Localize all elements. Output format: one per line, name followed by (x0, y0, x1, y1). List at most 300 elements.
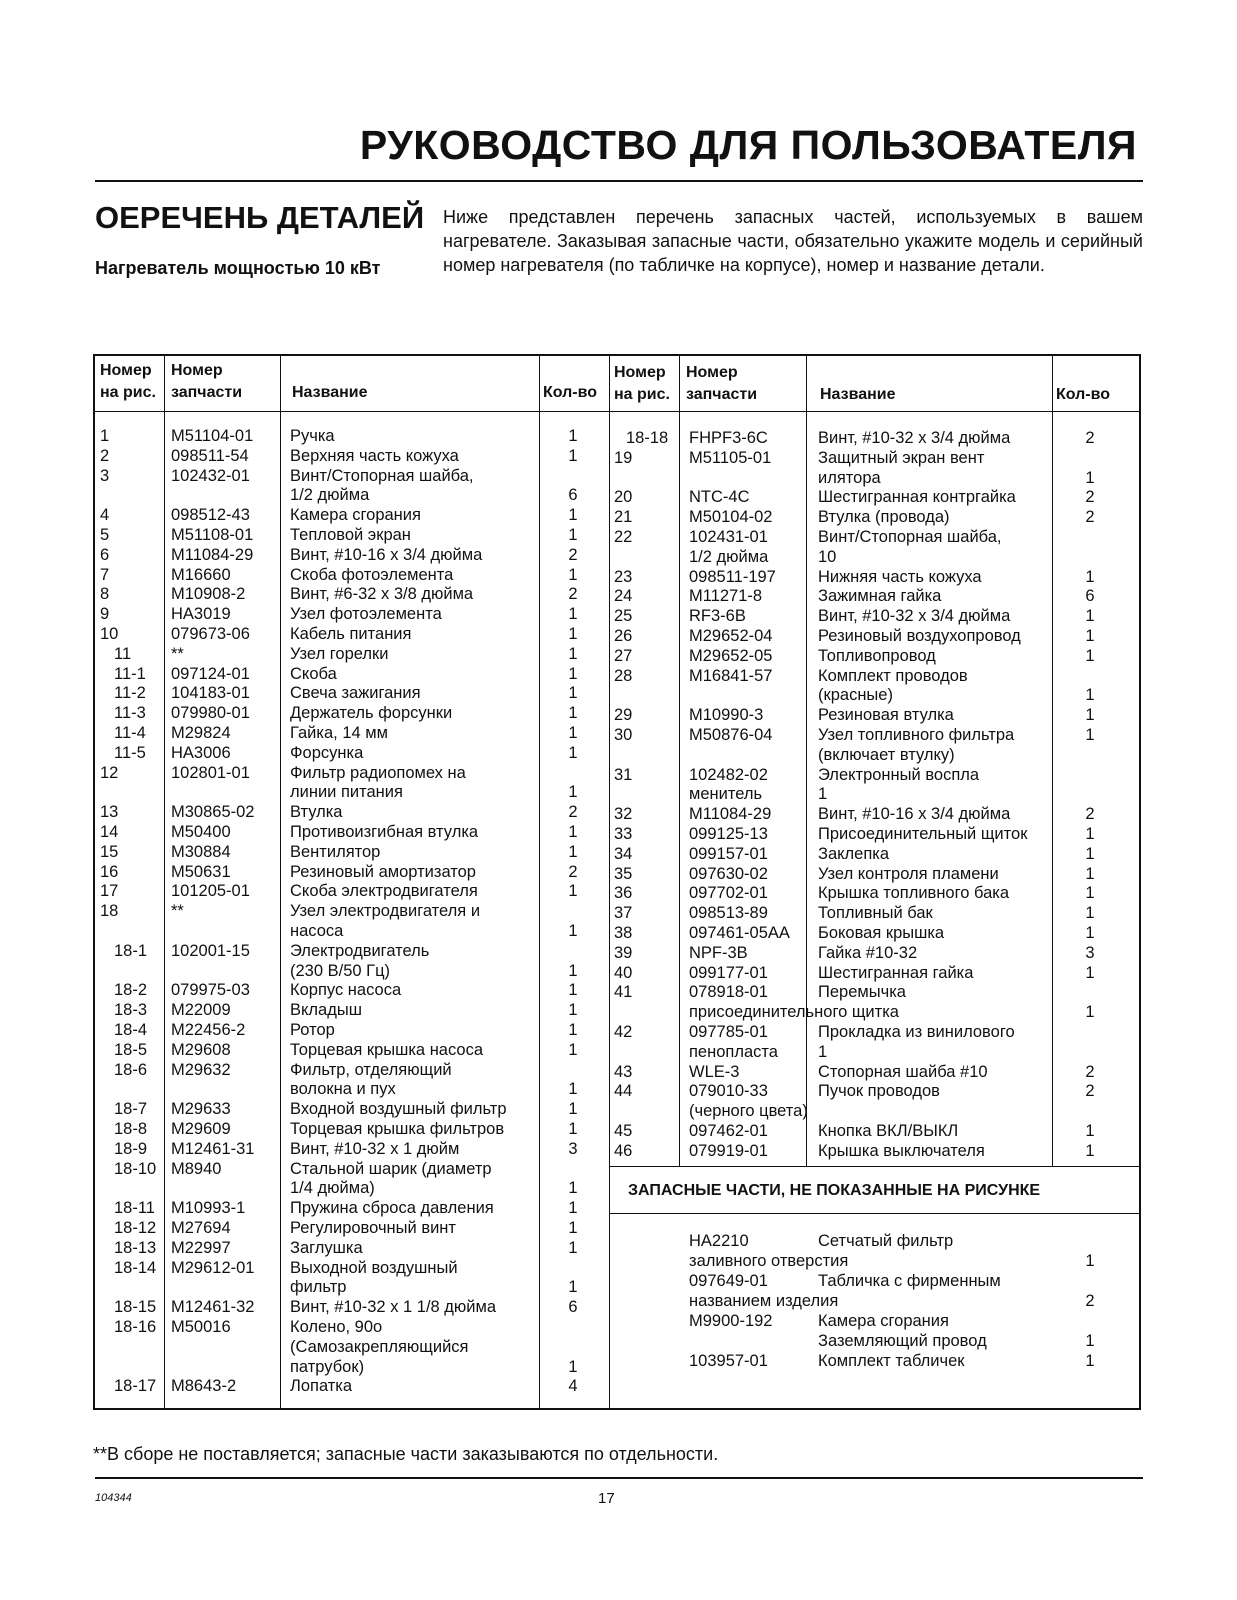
part-num-cell: 102001-15 (171, 941, 250, 960)
part-num-cell: M51104-01 (171, 427, 254, 445)
qty-cell: 2 (1085, 508, 1095, 527)
part-name-cell: Втулка (290, 803, 343, 822)
part-num-cell: M29652-05 (689, 646, 773, 665)
qty-cell: 1 (568, 1357, 578, 1376)
qty-cell: 1 (568, 823, 578, 841)
part-name-cell: Комплект проводов (818, 666, 968, 685)
part-num-cell: M50631 (171, 862, 231, 881)
qty-cell: 1 (568, 565, 578, 584)
qty-cell: 2 (1085, 429, 1095, 447)
part-num-cell: M29652-04 (689, 627, 773, 645)
part-name-cell: Защитный экран вент (818, 448, 985, 467)
qty-cell: 1 (568, 961, 578, 980)
part-name-cell: Пучок проводов (818, 1082, 940, 1101)
part-name-cell: илятора (818, 468, 881, 487)
part-name-cell: Крышка топливного бака (818, 884, 1010, 903)
fig-num-cell: 36 (614, 884, 633, 903)
part-name-cell: Винт/Стопорная шайба, (818, 528, 1002, 546)
qty-cell: 2 (568, 803, 578, 822)
fig-num-cell: 18-15 (114, 1298, 157, 1317)
part-num-cell: 097630-02 (689, 864, 768, 883)
part-num-cell: M22997 (171, 1238, 231, 1257)
fig-num-cell: 34 (614, 844, 633, 863)
part-name-cell: (красные) (818, 686, 893, 705)
qty-cell: 1 (1085, 567, 1095, 586)
qty-cell: 1 (1085, 1122, 1095, 1140)
qty-cell: 1 (1085, 904, 1095, 923)
part-name-cell: Ручка (290, 427, 335, 445)
part-name-cell: Втулка (провода) (818, 508, 950, 527)
part-num-cell: (черного цвета) (689, 1102, 808, 1121)
part-name-cell: 1 (818, 1042, 828, 1061)
fig-num-cell: 18-5 (114, 1040, 148, 1059)
part-num-cell: 102431-01 (689, 528, 768, 546)
fig-num-cell: 18-4 (114, 1021, 148, 1039)
qty-cell: 1 (568, 1199, 578, 1218)
part-num-cell: пенопласта (689, 1042, 778, 1061)
header-qty: Кол-во (1056, 386, 1111, 403)
part-num-cell: RF3-6B (689, 607, 746, 626)
part-name-cell: Винт, #10-32 x 3/4 дюйма (818, 429, 1011, 447)
part-name-cell: Стопорная шайба #10 (818, 1062, 988, 1081)
part-name-cell: Узел электродвигателя и (290, 902, 481, 921)
part-name-cell: патрубок) (290, 1357, 365, 1376)
qty-cell: 1 (568, 1238, 578, 1257)
qty-cell: 1 (568, 1278, 578, 1297)
fig-num-cell: 35 (614, 864, 633, 883)
part-name-cell: Тепловой экран (290, 526, 411, 544)
part-num-cell: заливного отверстия (689, 1252, 849, 1270)
fig-num-cell: 37 (614, 904, 633, 923)
fig-num-cell: 44 (614, 1082, 633, 1101)
part-num-cell: ** (171, 902, 184, 921)
parts-table (93, 354, 1141, 1410)
part-name-cell: Электронный воспла (818, 765, 980, 784)
qty-cell: 1 (568, 743, 578, 762)
column-divider (164, 356, 165, 1408)
part-num-cell: названием изделия (689, 1292, 839, 1310)
not-shown-title: ЗАПАСНЫЕ ЧАСТИ, НЕ ПОКАЗАННЫЕ НА РИСУНКЕ (628, 1182, 1041, 1199)
part-name-cell: Заземляющий провод (818, 1332, 987, 1350)
part-num-cell: M8643-2 (171, 1377, 237, 1396)
fig-num-cell: 18-12 (114, 1219, 157, 1237)
fig-num-cell: 33 (614, 825, 633, 843)
qty-cell: 1 (568, 605, 578, 624)
qty-cell: 2 (1085, 805, 1095, 824)
part-num-cell: HA3006 (171, 743, 231, 762)
fig-num-cell: 22 (614, 528, 633, 546)
fig-num-cell: 9 (100, 605, 110, 624)
part-name-cell: Узел горелки (290, 644, 389, 663)
part-num-cell: 097124-01 (171, 664, 250, 683)
header-fig-num: Номер на рис. (100, 362, 156, 401)
header-row-divider (95, 411, 1139, 412)
part-num-cell: HA2210 (689, 1232, 749, 1250)
page-number: 17 (598, 1490, 615, 1507)
part-num-cell: M16841-57 (689, 666, 773, 685)
part-name-cell: фильтр (290, 1278, 347, 1297)
column-divider (280, 356, 281, 1408)
part-num-cell: присоединительного щитка (689, 1003, 899, 1022)
fig-num-cell: 23 (614, 567, 633, 586)
fig-num-cell: 11-1 (114, 664, 146, 683)
section-divider (609, 1166, 1139, 1167)
footer-divider (95, 1477, 1143, 1479)
part-name-cell: Скоба электродвигателя (290, 882, 478, 901)
header-part-num: Номер запчасти (686, 364, 758, 403)
qty-cell: 1 (568, 427, 578, 445)
part-name-cell: волокна и пух (290, 1080, 396, 1099)
part-name-cell: Торцевая крышка насоса (290, 1040, 484, 1059)
part-name-cell: Противоизгибная втулка (290, 823, 479, 841)
part-num-cell: M11084-29 (689, 805, 772, 824)
qty-cell: 1 (1085, 1352, 1095, 1370)
part-name-cell: 1/2 дюйма (290, 486, 370, 505)
qty-cell: 2 (1085, 1082, 1095, 1101)
part-name-cell: Винт, #10-32 x 3/4 дюйма (818, 607, 1011, 626)
part-name-cell: Винт, #10-16 x 3/4 дюйма (290, 545, 483, 564)
footnote: **В сборе не поставляется; запасные части заказываются по отдельности. (93, 1444, 719, 1464)
fig-num-cell: 18-16 (114, 1318, 157, 1336)
fig-num-cell: 7 (100, 565, 110, 584)
part-name-cell: Узел фотоэлемента (290, 605, 442, 624)
part-name-cell: 10 (818, 547, 837, 566)
header-name: Название (292, 384, 368, 401)
fig-num-cell: 41 (614, 983, 633, 1002)
fig-num-cell: 18-11 (114, 1199, 155, 1218)
part-name-cell: Сетчатый фильтр (818, 1232, 954, 1250)
part-num-cell: 104183-01 (171, 684, 250, 703)
qty-cell: 3 (568, 1139, 578, 1158)
header-qty: Кол-во (543, 384, 598, 401)
qty-cell: 2 (568, 545, 578, 564)
part-num-cell: M11084-29 (171, 545, 254, 564)
part-name-cell: Скоба фотоэлемента (290, 565, 454, 584)
part-name-cell: Винт/Стопорная шайба, (290, 466, 474, 485)
part-num-cell: 103957-01 (689, 1352, 768, 1370)
fig-num-cell: 18-18 (626, 429, 669, 447)
part-name-cell: Прокладка из винилового (818, 1023, 1015, 1041)
fig-num-cell: 18-13 (114, 1238, 157, 1257)
fig-num-cell: 8 (100, 585, 110, 604)
part-num-cell: M29608 (171, 1040, 231, 1059)
qty-cell: 1 (568, 783, 578, 802)
part-num-cell: M27694 (171, 1219, 231, 1237)
part-name-cell: Торцевая крышка фильтров (290, 1120, 505, 1138)
part-num-cell: 097461-05AA (689, 924, 790, 942)
part-num-cell: NTC-4C (689, 488, 750, 507)
fig-num-cell: 39 (614, 943, 633, 962)
qty-cell: 6 (568, 486, 578, 505)
part-num-cell: M50400 (171, 823, 231, 841)
part-name-cell: (230 В/50 Гц) (290, 961, 391, 980)
fig-num-cell: 18-17 (114, 1377, 157, 1396)
part-num-cell: M50016 (171, 1318, 231, 1336)
fig-num-cell: 19 (614, 448, 633, 467)
part-num-cell: M10990-3 (689, 706, 764, 725)
fig-num-cell: 25 (614, 607, 633, 626)
intro-paragraph: Ниже представлен перечень запасных частей, используемых в вашем нагревателе. Заказывая запасные части, обязательно укажите модель и серийный номер нагревателя (по табличке на корпусе), номер и название детали. (443, 207, 1143, 275)
fig-num-cell: 18-8 (114, 1120, 148, 1138)
fig-num-cell: 11 (114, 644, 132, 663)
part-name-cell: линии питания (290, 783, 403, 802)
part-name-cell: Шестигранная гайка (818, 963, 974, 982)
part-name-cell: Топливный бак (818, 904, 933, 923)
part-num-cell: M9900-192 (689, 1312, 773, 1330)
fig-num-cell: 27 (614, 646, 633, 665)
part-num-cell: 098511-54 (171, 446, 249, 465)
part-name-cell: Узел контроля пламени (818, 864, 999, 883)
part-name-cell: Камера сгорания (818, 1312, 949, 1330)
fig-num-cell: 28 (614, 666, 633, 685)
part-name-cell: Крышка выключателя (818, 1141, 985, 1160)
qty-cell: 1 (568, 1100, 578, 1119)
part-name-cell: Шестигранная контргайка (818, 488, 1016, 507)
part-num-cell: 097702-01 (689, 884, 768, 903)
part-name-cell: Регулировочный винт (290, 1219, 456, 1237)
part-name-cell: (включает втулку) (818, 745, 955, 764)
part-num-cell: 1/2 дюйма (689, 547, 769, 566)
part-name-cell: Табличка с фирменным (818, 1272, 1001, 1290)
qty-cell: 1 (1085, 1003, 1095, 1022)
fig-num-cell: 30 (614, 726, 633, 744)
part-name-cell: Скоба (290, 664, 337, 683)
part-name-cell: Гайка, 14 мм (290, 724, 388, 742)
fig-num-cell: 24 (614, 587, 633, 606)
qty-cell: 1 (1085, 864, 1095, 883)
qty-cell: 1 (568, 526, 578, 544)
fig-num-cell: 20 (614, 488, 633, 507)
part-name-cell: (Самозакрепляющийся (290, 1337, 469, 1356)
part-num-cell: M50104-02 (689, 508, 773, 527)
fig-num-cell: 4 (100, 506, 110, 525)
fig-num-cell: 29 (614, 706, 633, 725)
qty-cell: 1 (1085, 963, 1095, 982)
part-name-cell: Винт, #10-32 x 1 1/8 дюйма (290, 1298, 497, 1317)
qty-cell: 1 (568, 644, 578, 663)
column-divider (679, 356, 680, 1166)
part-name-cell: 1/4 дюйма) (290, 1179, 375, 1198)
page-title: РУКОВОДСТВО ДЛЯ ПОЛЬЗОВАТЕЛЯ (359, 122, 1137, 168)
qty-cell: 1 (1085, 1141, 1095, 1160)
part-name-cell: Ротор (290, 1021, 335, 1039)
part-name-cell: Винт, #10-16 x 3/4 дюйма (818, 805, 1011, 824)
part-name-cell: Резиновый воздухопровод (818, 627, 1021, 645)
qty-cell: 1 (1085, 1252, 1095, 1270)
qty-cell: 2 (1085, 1292, 1095, 1310)
column-divider (1052, 356, 1053, 1166)
part-name-cell: Гайка #10-32 (818, 943, 918, 962)
part-name-cell: Свеча зажигания (290, 684, 421, 703)
part-name-cell: Винт, #10-32 x 1 дюйм (290, 1139, 460, 1158)
part-name-cell: насоса (290, 922, 344, 940)
fig-num-cell: 15 (100, 842, 119, 861)
fig-num-cell: 31 (614, 765, 633, 784)
qty-cell: 1 (1085, 468, 1095, 487)
part-num-cell: 102432-01 (171, 466, 250, 485)
fig-num-cell: 18-7 (114, 1100, 148, 1119)
part-num-cell: 101205-01 (171, 882, 250, 901)
fig-num-cell: 11-2 (114, 684, 146, 703)
part-num-cell: M22456-2 (171, 1021, 246, 1039)
fig-num-cell: 38 (614, 924, 633, 942)
part-name-cell: Выходной воздушный (290, 1258, 458, 1277)
qty-cell: 1 (1085, 844, 1095, 863)
qty-cell: 1 (568, 724, 578, 742)
part-name-cell: Кабель питания (290, 625, 412, 643)
fig-num-cell: 13 (100, 803, 119, 822)
part-name-cell: Кнопка ВКЛ/ВЫКЛ (818, 1122, 959, 1140)
part-num-cell: M10908-2 (171, 585, 246, 604)
fig-num-cell: 5 (100, 526, 110, 544)
fig-num-cell: 11-5 (114, 743, 146, 762)
part-num-cell: 099157-01 (689, 844, 768, 863)
part-num-cell: NPF-3B (689, 943, 748, 962)
part-num-cell: M10993-1 (171, 1199, 246, 1218)
fig-num-cell: 18-14 (114, 1258, 157, 1277)
part-name-cell: Нижняя часть кожуха (818, 567, 982, 586)
part-name-cell: Держатель форсунки (290, 704, 453, 723)
part-num-cell: M16660 (171, 565, 231, 584)
qty-cell: 6 (568, 1298, 578, 1317)
part-name-cell: Вкладыш (290, 1001, 362, 1020)
part-num-cell: 097785-01 (689, 1023, 768, 1041)
qty-cell: 1 (1085, 1332, 1095, 1350)
part-name-cell: Камера сгорания (290, 506, 421, 525)
part-num-cell: M29632 (171, 1060, 231, 1079)
qty-cell: 2 (1085, 1062, 1095, 1081)
part-num-cell: менитель (689, 785, 763, 804)
part-num-cell: FHPF3-6C (689, 429, 768, 447)
fig-num-cell: 45 (614, 1122, 633, 1140)
fig-num-cell: 6 (100, 545, 110, 564)
part-name-cell: Пружина сброса давления (290, 1199, 494, 1218)
part-name-cell: Узел топливного фильтра (818, 726, 1015, 744)
fig-num-cell: 14 (100, 823, 119, 841)
part-num-cell: M30884 (171, 842, 231, 861)
header-name: Название (820, 386, 896, 403)
part-name-cell: Заклепка (818, 844, 890, 863)
qty-cell: 1 (1085, 686, 1095, 705)
part-num-cell: 079010-33 (689, 1082, 768, 1101)
part-num-cell: M50876-04 (689, 726, 773, 744)
part-num-cell: 097462-01 (689, 1122, 768, 1140)
part-num-cell: M11271-8 (689, 587, 763, 606)
part-name-cell: Колено, 90о (290, 1318, 383, 1336)
part-name-cell: Зажимная гайка (818, 587, 942, 606)
qty-cell: 1 (568, 506, 578, 525)
table-center-divider (609, 356, 610, 1408)
part-name-cell: Резиновая втулка (818, 706, 954, 725)
qty-cell: 1 (1085, 726, 1095, 744)
fig-num-cell: 43 (614, 1062, 633, 1081)
qty-cell: 1 (568, 1219, 578, 1237)
part-num-cell: 098511-197 (689, 567, 776, 586)
part-num-cell: 078918-01 (689, 983, 768, 1002)
qty-cell: 1 (568, 1021, 578, 1039)
part-num-cell: 097649-01 (689, 1272, 768, 1290)
part-num-cell: M29609 (171, 1120, 231, 1138)
part-num-cell: 079975-03 (171, 981, 250, 1000)
qty-cell: 1 (568, 1120, 578, 1138)
part-name-cell: Перемычка (818, 983, 906, 1002)
part-name-cell: Корпус насоса (290, 981, 402, 1000)
qty-cell: 3 (1085, 943, 1095, 962)
part-num-cell: M51105-01 (689, 448, 772, 467)
part-num-cell: M22009 (171, 1001, 231, 1020)
part-name-cell: Верхняя часть кожуха (290, 446, 459, 465)
column-divider (539, 356, 540, 1408)
fig-num-cell: 40 (614, 963, 633, 982)
part-name-cell: Вентилятор (290, 842, 381, 861)
part-name-cell: Фильтр радиопомех на (290, 763, 466, 782)
section-title: ОЕРЕЧЕНЬ ДЕТАЛЕЙ (95, 200, 425, 235)
doc-number: 104344 (95, 1492, 132, 1504)
part-name-cell: Присоединительный щиток (818, 825, 1028, 843)
header-fig-num: Номер на рис. (614, 364, 670, 403)
fig-num-cell: 11-4 (114, 724, 146, 742)
part-num-cell: M12461-31 (171, 1139, 255, 1158)
part-num-cell: 098513-89 (689, 904, 768, 923)
part-num-cell: 102482-02 (689, 765, 768, 784)
part-name-cell: Электродвигатель (290, 941, 430, 960)
part-num-cell: M12461-32 (171, 1298, 255, 1317)
part-name-cell: Фильтр, отделяющий (290, 1060, 452, 1079)
qty-cell: 1 (1085, 646, 1095, 665)
column-divider (806, 356, 807, 1166)
header-part-num: Номер запчасти (171, 362, 243, 401)
fig-num-cell: 42 (614, 1023, 633, 1041)
part-name-cell: Комплект табличек (818, 1352, 965, 1370)
fig-num-cell: 18-6 (114, 1060, 148, 1079)
fig-num-cell: 18-9 (114, 1139, 148, 1158)
qty-cell: 1 (1085, 924, 1095, 942)
fig-num-cell: 18-1 (114, 941, 148, 960)
header-divider (95, 180, 1143, 182)
qty-cell: 6 (1085, 587, 1095, 606)
qty-cell: 1 (568, 1179, 578, 1198)
fig-num-cell: 10 (100, 625, 119, 643)
qty-cell: 1 (1085, 607, 1095, 626)
qty-cell: 2 (568, 862, 578, 881)
part-num-cell: WLE-3 (689, 1062, 740, 1081)
qty-cell: 1 (568, 1040, 578, 1059)
fig-num-cell: 3 (100, 466, 110, 485)
qty-cell: 1 (568, 446, 578, 465)
part-name-cell: 1 (818, 785, 828, 804)
part-name-cell: Лопатка (290, 1377, 353, 1396)
qty-cell: 4 (568, 1377, 578, 1396)
part-num-cell: HA3019 (171, 605, 231, 624)
part-name-cell: Винт, #6-32 x 3/8 дюйма (290, 585, 474, 604)
part-num-cell: M30865-02 (171, 803, 255, 822)
part-num-cell: M29633 (171, 1100, 231, 1119)
fig-num-cell: 18-3 (114, 1001, 148, 1020)
fig-num-cell: 1 (100, 427, 110, 445)
part-name-cell: Заглушка (290, 1238, 363, 1257)
qty-cell: 1 (568, 664, 578, 683)
qty-cell: 1 (1085, 884, 1095, 903)
fig-num-cell: 32 (614, 805, 633, 824)
part-name-cell: Форсунка (290, 743, 364, 762)
qty-cell: 1 (568, 922, 578, 940)
qty-cell: 2 (568, 585, 578, 604)
part-num-cell: 099177-01 (689, 963, 768, 982)
qty-cell: 1 (568, 704, 578, 723)
section-divider (609, 1213, 1139, 1214)
fig-num-cell: 18 (100, 902, 119, 921)
fig-num-cell: 18-2 (114, 981, 148, 1000)
